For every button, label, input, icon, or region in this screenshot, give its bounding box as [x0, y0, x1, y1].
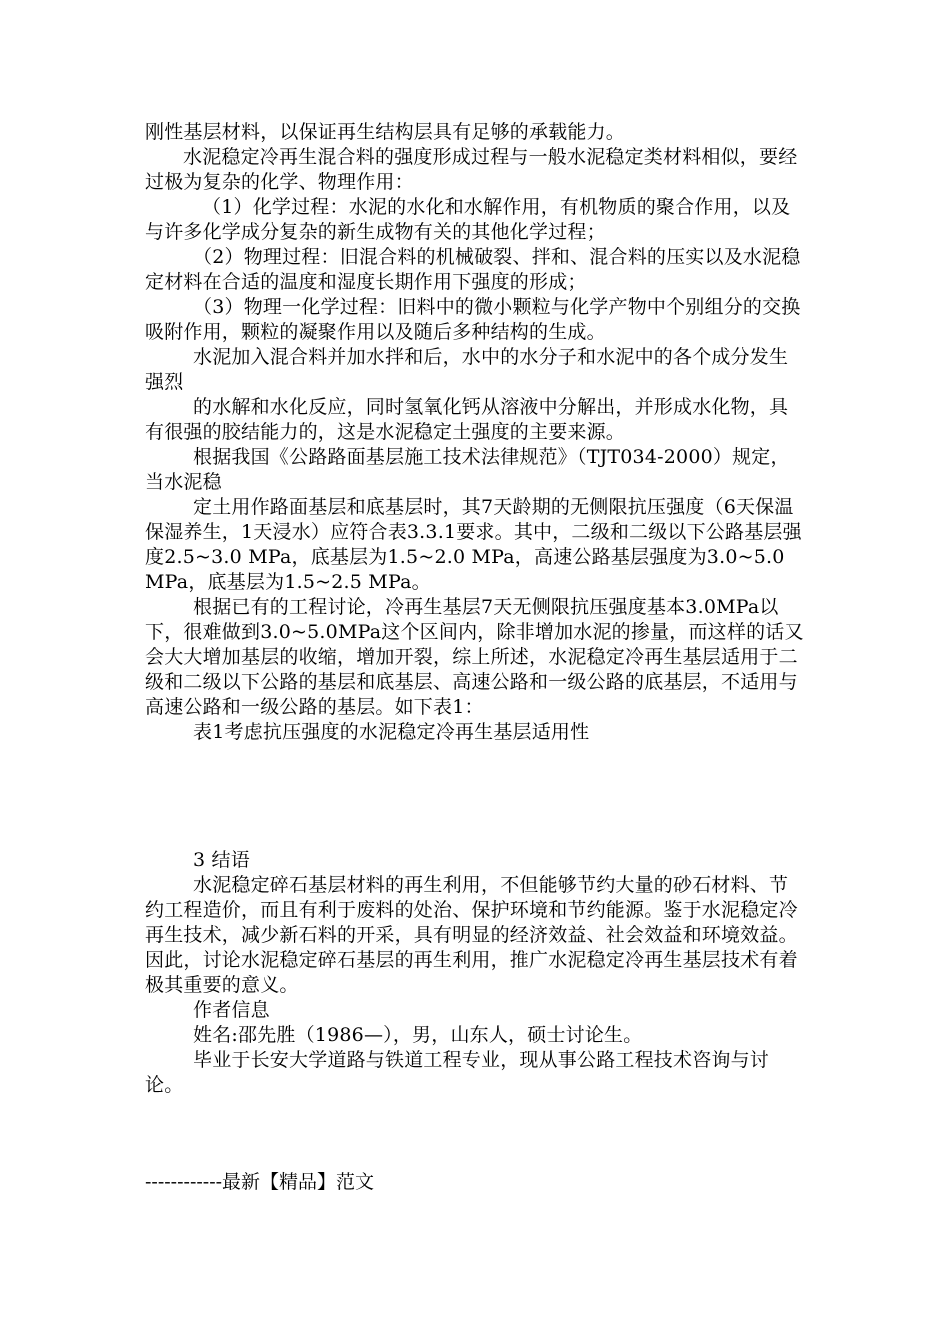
paragraph-strength-requirements: 定土用作路面基层和底基层时，其7天龄期的无侧限抗压强度（6天保温保湿养生，1天浸水）应符合表3.3.1要求。其中，二级和二级以下公路基层强度2.5~3.0 MPa，底基层为1.5~2.0 MPa，高速公路基层强度为3.0~5.0 MPa，底基层为1.5~2.5 MPa。 — [145, 496, 802, 593]
author-info-heading: 作者信息 — [193, 999, 270, 1021]
paragraph-cement-mixing: 水泥加入混合料并加水拌和后，水中的水分子和水泥中的各个成分发生强烈 — [145, 346, 789, 393]
section-heading: 3 结语 — [193, 849, 250, 871]
paragraph-hydrolysis: 的水解和水化反应，同时氢氧化钙从溶液中分解出，并形成水化物，具有很强的胶结能力的，这是水泥稳定土强度的主要来源。 — [145, 396, 789, 443]
table-caption: 表1考虑抗压强度的水泥稳定冷再生基层适用性 — [193, 721, 590, 743]
paragraph-regulation: 根据我国《公路路面基层施工技术法律规范》（TJT034-2000）规定，当水泥稳 — [145, 446, 790, 493]
body-text — [145, 120, 805, 745]
paragraph-applicability: 根据已有的工程讨论，冷再生基层7天无侧限抗压强度基本3.0MPa以下，很难做到3.0~5.0MPa这个区间内，除非增加水泥的掺量，而这样的话又会大大增加基层的收缩，增加开裂，综上所述，水泥稳定冷再生基层适用于二级和二级以下公路的基层和底基层、高速公路和一级公路的底基层，不适用与高速公路和一级公路的基层。如下表1： — [145, 596, 804, 718]
paragraph-intro: 刚性基层材料，以保证再生结构层具有足够的承载能力。 — [145, 121, 626, 143]
paragraph-strength-formation: 水泥稳定冷再生混合料的强度形成过程与一般水泥稳定类材料相似，要经过极为复杂的化学、物理作用： — [145, 146, 798, 193]
author-background: 毕业于长安大学道路与铁道工程专业，现从事公路工程技术咨询与讨论。 — [145, 1049, 770, 1096]
conclusion-section — [145, 848, 805, 1098]
paragraph-physchem-process: （3）物理一化学过程：旧料中的微小颗粒与化学产物中个别组分的交换吸附作用，颗粒的凝聚作用以及随后多种结构的生成。 — [145, 296, 801, 343]
author-name: 姓名:邵先胜（1986—），男，山东人，硕士讨论生。 — [193, 1024, 643, 1046]
paragraph-conclusion: 水泥稳定碎石基层材料的再生利用，不但能够节约大量的砂石材料、节约工程造价，而且有利于废料的处治、保护环境和节约能源。鉴于水泥稳定冷再生技术，减少新石料的开采，具有明显的经济效益、社会效益和环境效益。因此，讨论水泥稳定碎石基层的再生利用，推广水泥稳定冷再生基层技术有着极其重要的意义。 — [145, 874, 798, 996]
footer-text: ------------最新【精品】范文 — [145, 1171, 375, 1193]
paragraph-physical-process: （2）物理过程：旧混合料的机械破裂、拌和、混合料的压实以及水泥稳定材料在合适的温度和湿度长期作用下强度的形成； — [145, 246, 801, 293]
paragraph-chemical-process: （1）化学过程：水泥的水化和水解作用，有机物质的聚合作用，以及与许多化学成分复杂的新生成物有关的其他化学过程； — [145, 196, 791, 243]
